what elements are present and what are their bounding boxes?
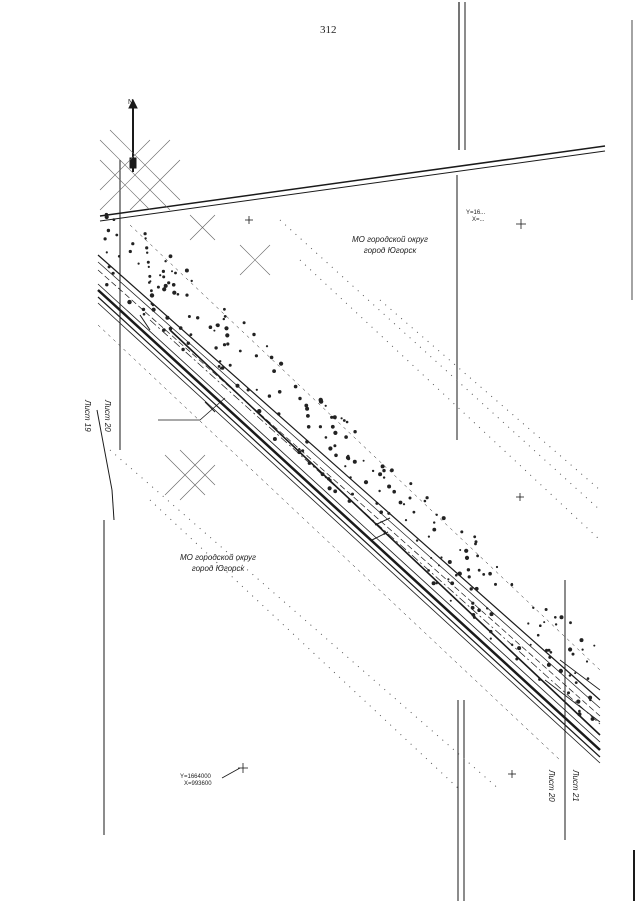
point-symbol <box>179 326 183 330</box>
point-symbol <box>146 252 148 254</box>
point-symbol <box>363 460 365 462</box>
point-symbol <box>450 600 452 602</box>
point-symbol <box>545 649 548 652</box>
coord-bottom-left-x: X=993600 <box>184 781 212 787</box>
point-symbol <box>344 435 348 439</box>
region-label-top-line2: город Югорск <box>363 246 417 255</box>
point-symbol <box>471 606 475 610</box>
point-symbol <box>294 385 298 389</box>
point-symbol <box>383 533 385 535</box>
point-symbol <box>589 699 591 701</box>
coord-bottom-left <box>180 774 212 788</box>
point-symbol <box>143 313 146 316</box>
point-symbol <box>171 270 173 272</box>
point-symbol <box>191 280 193 282</box>
point-symbol <box>460 530 463 533</box>
point-symbol <box>559 669 563 673</box>
point-symbol <box>550 651 553 654</box>
point-symbol <box>308 462 311 465</box>
point-symbol <box>527 622 529 624</box>
point-symbol <box>383 476 385 478</box>
sheet-label-list20-right: Лист 20 <box>547 770 556 802</box>
point-symbol <box>467 568 470 571</box>
point-symbol <box>474 543 477 546</box>
point-symbol <box>301 449 304 452</box>
point-symbol <box>472 613 476 617</box>
point-symbol <box>319 398 323 402</box>
point-symbol <box>378 472 382 476</box>
point-symbol <box>145 246 148 249</box>
point-symbol <box>517 646 521 650</box>
point-symbol <box>387 512 390 515</box>
point-symbol <box>331 425 335 429</box>
point-symbol <box>333 489 337 493</box>
point-symbol <box>409 482 412 485</box>
point-symbol <box>144 237 146 239</box>
point-symbol <box>108 265 111 268</box>
point-symbol <box>578 712 582 716</box>
point-symbol <box>223 308 226 311</box>
corridor-ticks <box>140 315 390 540</box>
point-symbol <box>569 621 572 624</box>
point-symbol <box>181 348 184 351</box>
point-symbol <box>243 321 246 324</box>
point-symbol <box>131 242 134 245</box>
region-label-top <box>340 234 440 256</box>
point-symbol <box>538 678 541 681</box>
point-symbol <box>343 419 346 422</box>
grid-crosses <box>238 216 526 778</box>
point-symbol <box>169 327 173 331</box>
point-symbol <box>177 293 180 296</box>
point-symbol <box>427 569 430 572</box>
point-symbol <box>209 325 213 329</box>
point-symbol <box>413 511 416 514</box>
point-symbol <box>344 465 346 467</box>
point-symbol <box>379 510 383 514</box>
point-symbol <box>105 283 108 286</box>
point-symbol <box>306 414 310 418</box>
point-symbol <box>226 342 229 345</box>
point-symbol <box>298 397 301 400</box>
point-symbol <box>328 446 332 450</box>
point-symbol <box>349 476 351 478</box>
point-symbol <box>129 250 132 253</box>
coord-bottom-left-y: Y=1664000 <box>180 774 211 780</box>
point-symbol <box>568 647 572 651</box>
point-symbol <box>433 521 435 523</box>
point-symbol <box>416 539 418 541</box>
point-symbol <box>165 316 169 320</box>
point-symbol <box>152 304 155 307</box>
point-symbol <box>325 405 327 407</box>
point-symbol <box>539 624 542 627</box>
point-symbol <box>351 493 354 496</box>
point-symbol <box>409 497 412 500</box>
point-symbol <box>185 294 188 297</box>
point-symbol <box>465 556 469 560</box>
sheet-label-list20-left: Лист 20 <box>103 400 112 432</box>
corridor-lines <box>98 225 600 763</box>
point-symbol <box>273 437 277 441</box>
region-label-bottom <box>168 552 268 574</box>
point-symbol <box>537 634 540 637</box>
point-symbol <box>476 555 479 558</box>
point-symbol <box>572 653 575 656</box>
point-symbol <box>554 616 557 619</box>
point-symbol <box>341 417 343 419</box>
point-symbol <box>214 346 217 349</box>
point-symbol <box>548 656 551 659</box>
page-number: 312 <box>320 24 337 36</box>
point-symbol <box>490 638 492 640</box>
point-symbol <box>458 572 462 576</box>
coord-top-right-x: X=... <box>472 217 485 223</box>
point-symbol <box>239 350 242 353</box>
point-symbol <box>450 581 454 585</box>
point-symbol <box>305 407 309 411</box>
point-symbol <box>555 623 557 625</box>
point-symbol <box>279 362 283 366</box>
point-symbol <box>510 583 513 586</box>
point-symbol <box>319 425 322 428</box>
point-symbol <box>216 324 219 327</box>
point-symbol <box>106 251 108 253</box>
point-symbol <box>190 333 193 336</box>
point-symbol <box>426 496 429 499</box>
point-symbol <box>569 674 571 676</box>
point-symbol <box>482 573 485 576</box>
point-symbol <box>547 663 551 667</box>
point-symbol <box>172 291 176 295</box>
point-symbol <box>424 500 427 503</box>
coord-top-right-y: Y=16... <box>466 210 486 216</box>
point-symbol <box>333 415 337 419</box>
sheet-label-list21: Лист 21 <box>571 770 580 802</box>
point-symbol <box>196 316 199 319</box>
point-symbol <box>247 388 250 391</box>
point-symbol <box>475 587 479 591</box>
point-symbol <box>442 516 446 520</box>
point-symbol <box>223 343 226 346</box>
point-symbol <box>213 330 215 332</box>
point-symbol <box>353 430 356 433</box>
sheet-label-list19: Лист 19 <box>83 400 92 432</box>
point-symbol <box>307 425 311 429</box>
point-symbol <box>164 284 168 288</box>
point-symbol <box>470 587 473 590</box>
point-symbol <box>432 528 436 532</box>
point-symbol <box>118 255 121 258</box>
point-symbol <box>149 280 151 282</box>
point-symbol <box>278 390 282 394</box>
point-symbol <box>478 569 481 572</box>
point-symbol <box>224 315 227 318</box>
point-symbol <box>511 644 513 646</box>
point-symbol <box>169 254 173 258</box>
point-symbol <box>586 660 588 662</box>
point-symbol <box>405 519 407 521</box>
point-symbol <box>185 269 189 273</box>
point-symbol <box>164 260 166 262</box>
point-symbol <box>144 232 147 235</box>
point-symbol <box>236 384 240 388</box>
point-symbol <box>221 366 225 370</box>
point-symbol <box>346 421 349 424</box>
point-symbol <box>298 448 300 450</box>
hatch-area-top-left <box>100 130 215 240</box>
point-symbol <box>464 549 468 553</box>
point-symbol <box>330 479 332 481</box>
point-symbol <box>347 457 350 460</box>
point-symbol <box>304 404 308 408</box>
point-symbol <box>471 602 474 605</box>
point-symbol <box>107 229 110 232</box>
point-symbol <box>477 608 481 612</box>
point-symbol <box>174 272 177 275</box>
point-symbol <box>223 318 225 320</box>
point-symbol <box>104 237 107 240</box>
point-symbol <box>494 583 497 586</box>
point-symbol <box>582 649 584 651</box>
point-symbol <box>392 490 396 494</box>
point-symbol <box>399 501 403 505</box>
point-symbol <box>353 460 357 464</box>
point-symbol <box>543 621 545 623</box>
point-symbol <box>334 454 338 458</box>
point-symbol <box>468 575 471 578</box>
point-symbol <box>436 514 438 516</box>
point-symbol <box>578 710 581 713</box>
point-symbol <box>225 333 229 337</box>
north-label: N <box>128 99 134 106</box>
point-symbol <box>486 607 488 609</box>
point-symbol <box>382 469 385 472</box>
point-symbol <box>333 444 336 447</box>
point-symbol <box>297 450 301 454</box>
point-symbol <box>387 485 391 489</box>
point-symbol <box>348 499 352 503</box>
point-symbol <box>532 607 534 609</box>
point-symbol <box>152 308 156 312</box>
point-symbol <box>148 275 151 278</box>
point-symbol <box>224 326 228 330</box>
leader-line <box>158 398 240 778</box>
point-symbol <box>488 572 492 576</box>
point-symbol <box>127 300 131 304</box>
point-symbol <box>172 283 176 287</box>
point-symbol <box>105 215 109 219</box>
point-symbol <box>455 574 458 577</box>
point-symbol <box>266 345 268 347</box>
point-symbol <box>459 549 461 551</box>
point-symbol <box>496 566 498 568</box>
point-symbol <box>530 644 532 646</box>
point-symbol <box>333 431 337 435</box>
point-symbol <box>157 286 160 289</box>
point-symbol <box>330 416 333 419</box>
point-symbol <box>142 308 145 311</box>
point-symbol <box>576 700 580 704</box>
point-symbol <box>113 218 116 221</box>
point-symbol <box>162 270 165 273</box>
point-symbol <box>545 608 548 611</box>
point-symbol <box>115 234 118 237</box>
point-symbol <box>167 281 170 284</box>
point-symbol <box>255 354 258 357</box>
point-symbol <box>148 266 150 268</box>
point-symbol <box>252 333 255 336</box>
point-symbol <box>150 289 153 292</box>
point-symbol <box>162 275 165 278</box>
point-symbol <box>159 274 161 276</box>
point-symbol <box>270 356 274 360</box>
point-symbol <box>272 369 276 373</box>
point-symbol <box>375 502 378 505</box>
point-symbol <box>515 658 518 661</box>
point-symbol <box>325 436 328 439</box>
coord-top-right <box>466 210 485 224</box>
point-symbol <box>150 293 154 297</box>
point-symbol <box>138 263 140 265</box>
point-symbol <box>473 535 476 538</box>
point-symbol <box>218 365 221 368</box>
point-symbol <box>448 560 452 564</box>
point-symbol <box>112 272 114 274</box>
point-symbol <box>162 328 166 332</box>
sheet-frame <box>97 2 634 901</box>
point-symbol <box>447 578 449 580</box>
point-symbol <box>489 630 492 633</box>
point-symbol <box>430 557 432 559</box>
point-symbol <box>436 582 438 584</box>
point-symbol <box>403 503 405 505</box>
region-label-bottom-line1: МО городской округ <box>180 553 256 562</box>
point-symbol <box>575 681 578 684</box>
point-symbol <box>432 581 436 585</box>
point-symbol <box>381 464 385 468</box>
point-symbol <box>256 389 258 391</box>
point-symbol <box>305 440 309 444</box>
point-symbol <box>440 556 442 558</box>
point-symbol <box>229 364 232 367</box>
point-symbol <box>328 486 332 490</box>
point-symbol <box>257 409 261 413</box>
point-symbol <box>560 615 564 619</box>
point-symbol <box>268 394 271 397</box>
point-symbol <box>147 261 150 264</box>
point-symbol <box>593 645 595 647</box>
region-label-top-line1: МО городской округ <box>352 235 428 244</box>
region-label-bottom-line2: город Югорск <box>191 564 245 573</box>
point-symbol <box>438 564 440 566</box>
point-symbol <box>277 412 280 415</box>
point-symbol <box>390 468 394 472</box>
point-symbol <box>428 536 430 538</box>
point-symbol <box>490 612 494 616</box>
point-symbol <box>321 472 325 476</box>
point-symbol <box>188 315 191 318</box>
point-symbol <box>187 342 190 345</box>
road-line <box>100 146 605 221</box>
point-symbol <box>567 691 570 694</box>
point-symbol <box>219 360 221 362</box>
point-symbol <box>378 490 380 492</box>
point-symbol <box>587 677 590 680</box>
point-symbol <box>372 470 374 472</box>
point-symbol <box>364 480 368 484</box>
point-symbol <box>580 638 584 642</box>
